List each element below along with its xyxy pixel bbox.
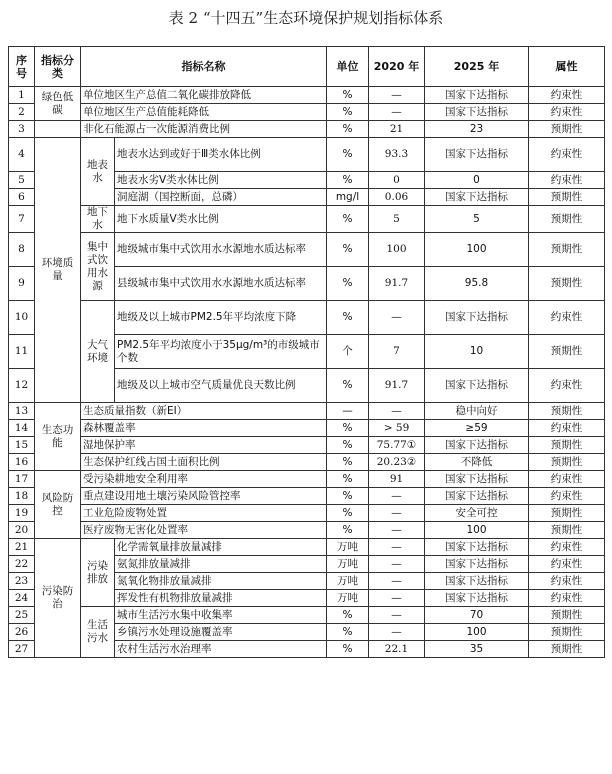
cell-attribute: 约束性 [529, 138, 605, 172]
cell-subcategory: 污染排放 [81, 539, 115, 607]
cell-attribute: 约束性 [529, 556, 605, 573]
cell-2020: — [369, 573, 425, 590]
cell-no: 2 [9, 104, 35, 121]
cell-unit: mg/l [327, 189, 369, 206]
cell-2020: 7 [369, 335, 425, 369]
cell-attribute: 约束性 [529, 87, 605, 104]
cell-unit: % [327, 437, 369, 454]
cell-unit: % [327, 522, 369, 539]
cell-attribute: 约束性 [529, 590, 605, 607]
cell-name: 非化石能源占一次能源消费比例 [81, 121, 327, 138]
cell-name: 医疗废物无害化处置率 [81, 522, 327, 539]
cell-2020: — [369, 590, 425, 607]
cell-category [35, 121, 81, 138]
cell-2025: 95.8 [425, 267, 529, 301]
header-category: 指标分类 [35, 47, 81, 87]
cell-no: 18 [9, 488, 35, 505]
cell-2025: 国家下达指标 [425, 437, 529, 454]
table-row [9, 437, 605, 454]
cell-2020: — [369, 403, 425, 420]
cell-attribute: 预期性 [529, 189, 605, 206]
cell-attribute: 预期性 [529, 267, 605, 301]
cell-unit: % [327, 505, 369, 522]
cell-attribute: 预期性 [529, 624, 605, 641]
cell-attribute: 预期性 [529, 641, 605, 658]
cell-category: 环境质量 [35, 138, 81, 403]
cell-unit: % [327, 104, 369, 121]
cell-no: 12 [9, 369, 35, 403]
table-row [9, 539, 605, 556]
cell-subcategory: 地下水 [81, 206, 115, 233]
cell-no: 23 [9, 573, 35, 590]
cell-subcategory: 生活污水 [81, 607, 115, 658]
cell-name: 城市生活污水集中收集率 [115, 607, 327, 624]
cell-attribute: 约束性 [529, 471, 605, 488]
table-row [9, 505, 605, 522]
cell-attribute: 预期性 [529, 437, 605, 454]
cell-name: 重点建设用地土壤污染风险管控率 [81, 488, 327, 505]
cell-no: 19 [9, 505, 35, 522]
cell-2025: 国家下达指标 [425, 189, 529, 206]
cell-2025: ≥59 [425, 420, 529, 437]
cell-unit: % [327, 420, 369, 437]
cell-2020: 91.7 [369, 267, 425, 301]
cell-unit: % [327, 624, 369, 641]
cell-no: 24 [9, 590, 35, 607]
cell-2020: — [369, 301, 425, 335]
cell-2025: 100 [425, 624, 529, 641]
cell-name: 农村生活污水治理率 [115, 641, 327, 658]
cell-2025: 国家下达指标 [425, 87, 529, 104]
cell-name: 地级城市集中式饮用水水源地水质达标率 [115, 233, 327, 267]
cell-attribute: 预期性 [529, 522, 605, 539]
cell-no: 3 [9, 121, 35, 138]
cell-2025: 国家下达指标 [425, 539, 529, 556]
cell-2020: — [369, 624, 425, 641]
cell-2025: 国家下达指标 [425, 488, 529, 505]
cell-no: 6 [9, 189, 35, 206]
cell-unit: % [327, 471, 369, 488]
cell-unit: 万吨 [327, 539, 369, 556]
cell-category: 风险防控 [35, 471, 81, 539]
cell-attribute: 约束性 [529, 539, 605, 556]
cell-attribute: 约束性 [529, 172, 605, 189]
cell-attribute: 约束性 [529, 420, 605, 437]
cell-2020: — [369, 522, 425, 539]
cell-attribute: 约束性 [529, 488, 605, 505]
cell-name: 地表水劣Ⅴ类水体比例 [115, 172, 327, 189]
table-row [9, 403, 605, 420]
cell-attribute: 约束性 [529, 104, 605, 121]
cell-name: PM2.5年平均浓度小于35μg/m³的市级城市个数 [115, 335, 327, 369]
cell-attribute: 预期性 [529, 403, 605, 420]
cell-2025: 5 [425, 206, 529, 233]
cell-no: 11 [9, 335, 35, 369]
cell-name: 湿地保护率 [81, 437, 327, 454]
cell-name: 单位地区生产总值二氧化碳排放降低 [81, 87, 327, 104]
cell-attribute: 预期性 [529, 454, 605, 471]
cell-2025: 国家下达指标 [425, 369, 529, 403]
table-row [9, 121, 605, 138]
cell-2025: 国家下达指标 [425, 138, 529, 172]
cell-unit: % [327, 301, 369, 335]
cell-no: 5 [9, 172, 35, 189]
table-row [9, 420, 605, 437]
cell-name: 森林覆盖率 [81, 420, 327, 437]
cell-attribute: 约束性 [529, 369, 605, 403]
cell-attribute: 约束性 [529, 301, 605, 335]
cell-unit: % [327, 87, 369, 104]
table-row [9, 87, 605, 104]
cell-no: 15 [9, 437, 35, 454]
cell-subcategory: 地表水 [81, 138, 115, 206]
header-2025: 2025 年 [425, 47, 529, 87]
cell-no: 8 [9, 233, 35, 267]
cell-unit: % [327, 641, 369, 658]
cell-2020: — [369, 505, 425, 522]
cell-unit: % [327, 267, 369, 301]
cell-2020: 0.06 [369, 189, 425, 206]
cell-2025: 国家下达指标 [425, 573, 529, 590]
cell-2020: — [369, 607, 425, 624]
cell-no: 10 [9, 301, 35, 335]
cell-2020: 93.3 [369, 138, 425, 172]
cell-2025: 国家下达指标 [425, 471, 529, 488]
cell-name: 氮氧化物排放量减排 [115, 573, 327, 590]
cell-unit: % [327, 138, 369, 172]
cell-2025: 稳中向好 [425, 403, 529, 420]
cell-unit: % [327, 121, 369, 138]
table-row [9, 206, 605, 233]
cell-attribute: 预期性 [529, 335, 605, 369]
cell-name: 地下水质量Ⅴ类水比例 [115, 206, 327, 233]
cell-unit: % [327, 488, 369, 505]
header-unit: 单位 [327, 47, 369, 87]
cell-2020: 0 [369, 172, 425, 189]
cell-2020: 5 [369, 206, 425, 233]
cell-2020: — [369, 556, 425, 573]
table-row [9, 607, 605, 624]
cell-name: 地表水达到或好于Ⅲ类水体比例 [115, 138, 327, 172]
cell-name: 工业危险废物处置 [81, 505, 327, 522]
cell-unit: % [327, 607, 369, 624]
cell-name: 洞庭湖（国控断面，总磷） [115, 189, 327, 206]
table-row [9, 233, 605, 267]
cell-unit: % [327, 454, 369, 471]
header-row [9, 47, 605, 87]
cell-no: 25 [9, 607, 35, 624]
cell-category: 生态功能 [35, 403, 81, 471]
cell-2025: 23 [425, 121, 529, 138]
cell-2020: — [369, 104, 425, 121]
cell-subcategory: 大气环境 [81, 301, 115, 403]
cell-attribute: 预期性 [529, 607, 605, 624]
cell-2025: 10 [425, 335, 529, 369]
cell-name: 化学需氧量排放量减排 [115, 539, 327, 556]
cell-no: 1 [9, 87, 35, 104]
table-row [9, 454, 605, 471]
cell-unit: 万吨 [327, 573, 369, 590]
cell-subcategory: 集中式饮用水源 [81, 233, 115, 301]
cell-name: 生态保护红线占国土面积比例 [81, 454, 327, 471]
cell-no: 20 [9, 522, 35, 539]
cell-2025: 安全可控 [425, 505, 529, 522]
table-row [9, 301, 605, 335]
cell-attribute: 预期性 [529, 121, 605, 138]
cell-2025: 70 [425, 607, 529, 624]
cell-unit: 万吨 [327, 590, 369, 607]
cell-name: 地级及以上城市空气质量优良天数比例 [115, 369, 327, 403]
cell-no: 21 [9, 539, 35, 556]
header-2020: 2020 年 [369, 47, 425, 87]
cell-2025: 100 [425, 522, 529, 539]
table-row [9, 471, 605, 488]
cell-attribute: 预期性 [529, 505, 605, 522]
cell-name: 地级及以上城市PM2.5年平均浓度下降 [115, 301, 327, 335]
cell-2025: 国家下达指标 [425, 104, 529, 121]
cell-2025: 国家下达指标 [425, 590, 529, 607]
cell-unit: 个 [327, 335, 369, 369]
table-row [9, 522, 605, 539]
cell-2020: 20.23② [369, 454, 425, 471]
cell-no: 16 [9, 454, 35, 471]
cell-attribute: 约束性 [529, 573, 605, 590]
cell-no: 7 [9, 206, 35, 233]
cell-no: 14 [9, 420, 35, 437]
cell-category: 污染防治 [35, 539, 81, 658]
cell-no: 17 [9, 471, 35, 488]
cell-2020: 22.1 [369, 641, 425, 658]
cell-no: 22 [9, 556, 35, 573]
cell-no: 9 [9, 267, 35, 301]
cell-2020: 75.77① [369, 437, 425, 454]
cell-unit: % [327, 206, 369, 233]
cell-no: 26 [9, 624, 35, 641]
cell-2020: — [369, 539, 425, 556]
cell-name: 乡镇污水处理设施覆盖率 [115, 624, 327, 641]
header-name: 指标名称 [81, 47, 327, 87]
table-row [9, 488, 605, 505]
cell-2025: 100 [425, 233, 529, 267]
indicator-table [8, 46, 605, 658]
cell-unit: % [327, 233, 369, 267]
cell-2025: 35 [425, 641, 529, 658]
cell-2020: — [369, 87, 425, 104]
cell-2020: 91 [369, 471, 425, 488]
cell-no: 13 [9, 403, 35, 420]
cell-name: 挥发性有机物排放量减排 [115, 590, 327, 607]
cell-unit: — [327, 403, 369, 420]
cell-attribute: 预期性 [529, 206, 605, 233]
cell-2020: 100 [369, 233, 425, 267]
cell-no: 4 [9, 138, 35, 172]
table-row [9, 138, 605, 172]
cell-name: 生态质量指数（新EI） [81, 403, 327, 420]
cell-category: 绿色低碳 [35, 87, 81, 121]
cell-2020: 21 [369, 121, 425, 138]
cell-unit: % [327, 172, 369, 189]
cell-no: 27 [9, 641, 35, 658]
cell-name: 县级城市集中式饮用水水源地水质达标率 [115, 267, 327, 301]
cell-2025: 0 [425, 172, 529, 189]
cell-2025: 不降低 [425, 454, 529, 471]
cell-attribute: 预期性 [529, 233, 605, 267]
header-attribute: 属性 [529, 47, 605, 87]
table-row [9, 104, 605, 121]
table-title: 表 2 “十四五”生态环境保护规划指标体系 [168, 9, 444, 27]
cell-2020: > 59 [369, 420, 425, 437]
cell-unit: 万吨 [327, 556, 369, 573]
cell-2020: 91.7 [369, 369, 425, 403]
header-no: 序号 [9, 47, 35, 87]
cell-unit: % [327, 369, 369, 403]
cell-name: 受污染耕地安全利用率 [81, 471, 327, 488]
cell-2025: 国家下达指标 [425, 301, 529, 335]
cell-name: 氨氮排放量减排 [115, 556, 327, 573]
cell-2020: — [369, 488, 425, 505]
cell-name: 单位地区生产总值能耗降低 [81, 104, 327, 121]
cell-2025: 国家下达指标 [425, 556, 529, 573]
